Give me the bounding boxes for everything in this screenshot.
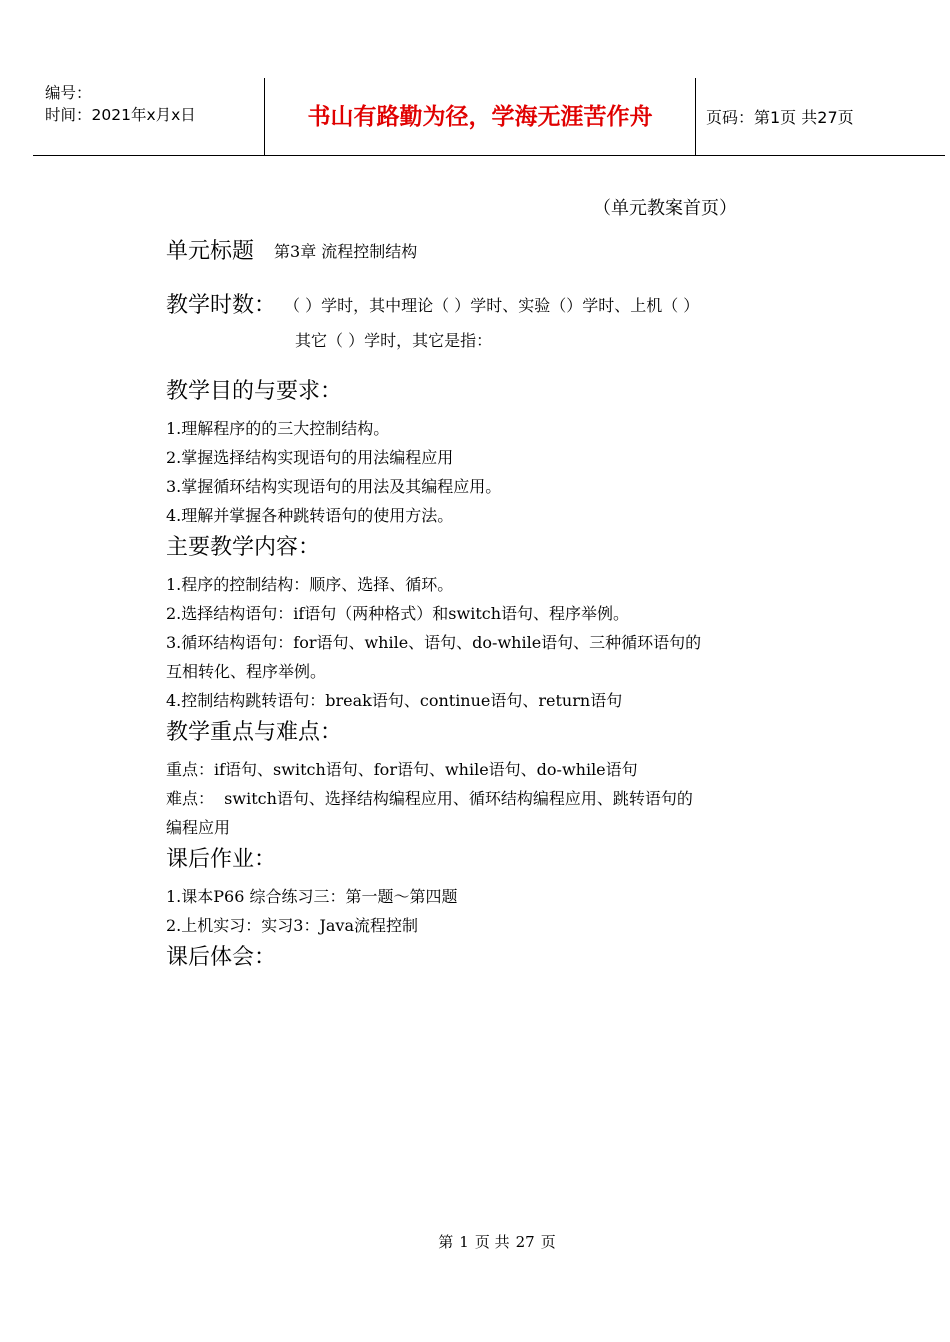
unit-title-label: 单元标题: [166, 239, 255, 264]
list-item: 4.理解并掌握各种跳转语句的使用方法。: [166, 506, 454, 525]
doc-subtitle: （单元教案首页）: [593, 198, 737, 219]
teaching-hours-label: 教学时数：: [166, 293, 277, 318]
footer-mid: 页 共: [474, 1233, 510, 1251]
list-item: 编程应用: [166, 818, 231, 837]
document-body: [166, 236, 826, 974]
list-item: 3.循环结构语句：for语句、while、语句、do-while语句、三种循环语句的: [166, 633, 702, 652]
list-item: 重点：if语句、switch语句、for语句、while语句、do-while语句: [166, 760, 638, 779]
teaching-hours-line1: （ ）学时，其中理论（ ）学时、实验（）学时、上机（ ）: [292, 296, 700, 315]
list-item: 2.上机实习：实习3：Java流程控制: [166, 916, 418, 935]
unit-title-row: [166, 236, 826, 268]
list-item: 2.掌握选择结构实现语句的用法编程应用: [166, 448, 454, 467]
section-title: 课后体会：: [166, 945, 277, 970]
list-item: 4.控制结构跳转语句：break语句、continue语句、return语句: [166, 691, 623, 710]
footer-total-pages: 27: [515, 1233, 535, 1251]
teaching-hours-line2: 其它（ ）学时，其它是指：: [295, 331, 493, 350]
header-page-info: 页码：第1页 共27页: [706, 108, 854, 127]
footer-current-page: 1: [459, 1233, 469, 1251]
list-item: 难点： switch语句、选择结构编程应用、循环结构编程应用、跳转语句的: [166, 789, 693, 808]
list-item: 互相转化、程序举例。: [166, 662, 327, 681]
page-footer: [0, 1231, 950, 1252]
header-meta: [45, 82, 263, 126]
code-label: 编号：: [45, 84, 92, 102]
section-list: [166, 755, 826, 842]
section-title: 主要教学内容：: [166, 535, 321, 560]
list-item: 1.理解程序的的三大控制结构。: [166, 419, 390, 438]
section-title: 教学目的与要求：: [166, 379, 343, 404]
footer-suffix: 页: [540, 1233, 556, 1251]
teaching-hours-row: [166, 290, 826, 322]
page-header: [33, 78, 945, 156]
header-divider: [695, 78, 696, 156]
section-title: 课后作业：: [166, 847, 277, 872]
section-list: [166, 414, 826, 530]
list-item: 2.选择结构语句：if语句（两种格式）和switch语句、程序举例。: [166, 604, 630, 623]
header-motto: 书山有路勤为径，学海无涯苦作舟: [307, 104, 653, 130]
list-item: 1.程序的控制结构：顺序、选择、循环。: [166, 575, 454, 594]
time-label: 时间：2021年x月x日: [45, 106, 196, 124]
list-item: 3.掌握循环结构实现语句的用法及其编程应用。: [166, 477, 502, 496]
footer-prefix: 第: [438, 1233, 454, 1251]
section-list: [166, 570, 826, 715]
section-title: 教学重点与难点：: [166, 720, 343, 745]
section-list: [166, 882, 826, 940]
unit-title-value: 第3章 流程控制结构: [274, 242, 418, 261]
list-item: 1.课本P66 综合练习三：第一题～第四题: [166, 887, 458, 906]
